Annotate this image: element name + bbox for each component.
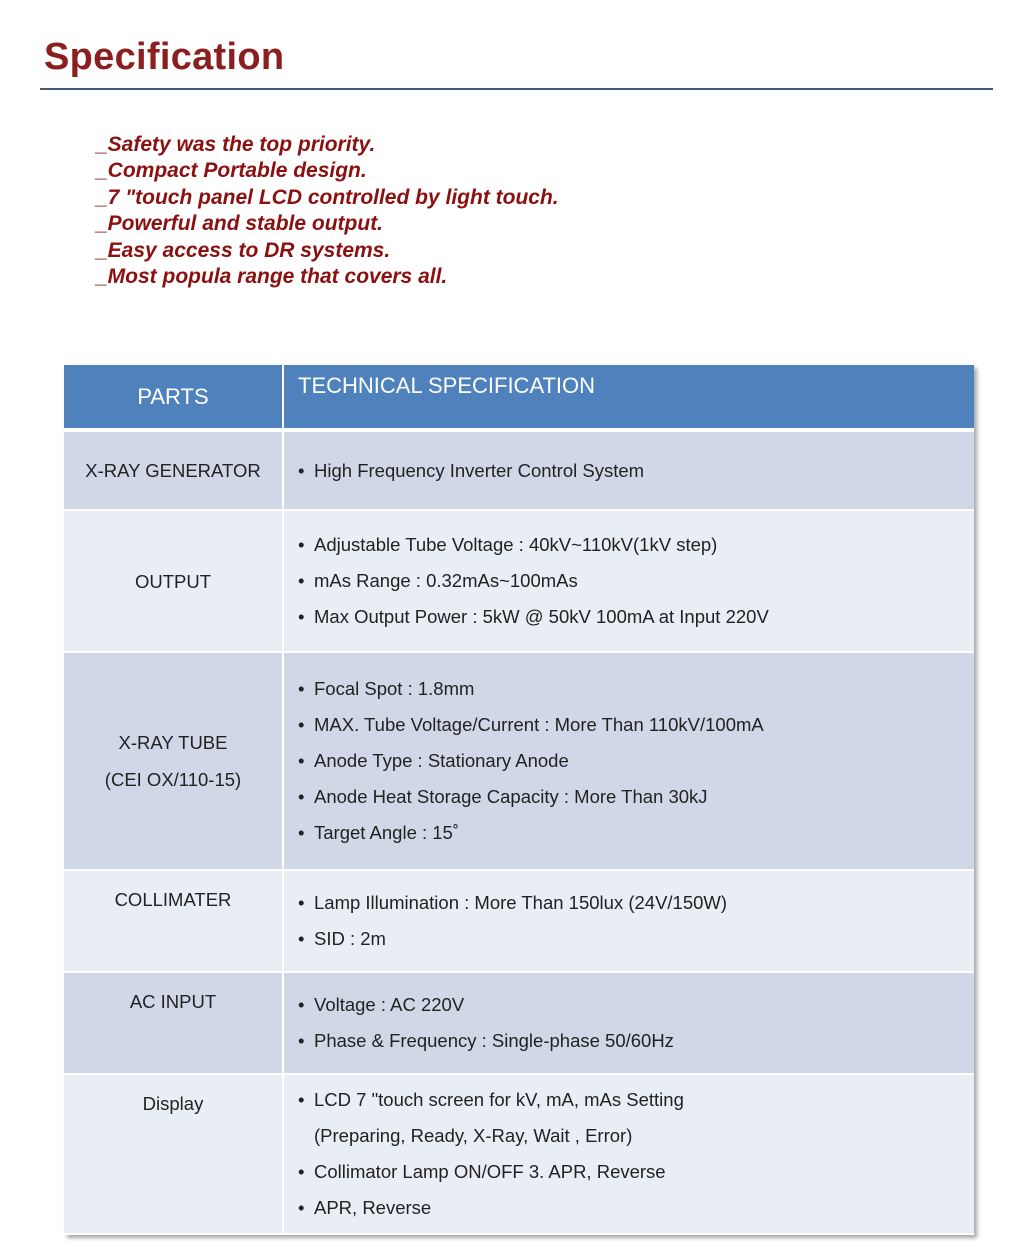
- part-cell: [64, 652, 283, 870]
- spec-cell: [283, 1074, 974, 1234]
- spec-item: • LCD 7 "touch screen for kV, mA, mAs Setting: [298, 1082, 974, 1118]
- spec-item: • SID : 2m: [298, 921, 974, 957]
- bullet-icon: •: [298, 928, 305, 949]
- spec-item: • Phase & Frequency : Single-phase 50/60Hz: [298, 1023, 974, 1059]
- spec-item: • MAX. Tube Voltage/Current : More Than 110kV/100mA: [298, 707, 974, 743]
- spec-item: • Max Output Power : 5kW @ 50kV 100mA at Input 220V: [298, 599, 974, 635]
- part-name: AC INPUT: [129, 991, 217, 1012]
- bullet-icon: •: [298, 1030, 305, 1051]
- spec-item: • Anode Type : Stationary Anode: [298, 743, 974, 779]
- spec-item: • Adjustable Tube Voltage : 40kV~110kV(1kV step): [298, 527, 974, 563]
- feature-item: _Safety was the top priority.: [96, 133, 376, 156]
- spec-cell: [283, 510, 974, 652]
- bullet-icon: •: [298, 786, 305, 807]
- part-cell: [64, 870, 283, 972]
- page-title: Specification: [44, 36, 285, 78]
- spec-table-container: [64, 365, 974, 1235]
- spec-item: • Focal Spot : 1.8mm: [298, 671, 974, 707]
- bullet-icon: •: [298, 606, 305, 627]
- spec-item: • mAs Range : 0.32mAs~100mAs: [298, 563, 974, 599]
- header-parts: PARTS: [64, 365, 283, 430]
- part-cell: [64, 1074, 283, 1234]
- part-cell: [64, 430, 283, 510]
- spec-item: • Collimator Lamp ON/OFF 3. APR, Reverse: [298, 1154, 974, 1190]
- feature-list: [96, 132, 559, 290]
- feature-item: _Compact Portable design.: [96, 159, 367, 183]
- bullet-icon: •: [298, 822, 305, 843]
- part-model: (CEI OX/110-15): [104, 769, 242, 790]
- table-row: [64, 510, 974, 652]
- bullet-icon: •: [298, 570, 305, 591]
- table-row: [64, 1074, 974, 1234]
- part-name: OUTPUT: [134, 570, 212, 592]
- bullet-icon: •: [298, 534, 305, 555]
- bullet-icon: •: [298, 892, 305, 913]
- table-header-row: [64, 365, 974, 430]
- feature-item: _Most popula range that covers all.: [96, 265, 448, 289]
- part-cell: [64, 972, 283, 1074]
- bullet-icon: •: [298, 1161, 305, 1182]
- spec-cell: [283, 870, 974, 972]
- part-name: X-RAY GENERATOR: [85, 460, 261, 481]
- table-row: [64, 430, 974, 510]
- spec-item: • APR, Reverse: [298, 1190, 974, 1226]
- bullet-icon: •: [298, 459, 305, 481]
- spec-cell: [283, 652, 974, 870]
- part-cell: [64, 510, 283, 652]
- bullet-icon: •: [298, 1089, 305, 1110]
- spec-table: [64, 365, 974, 1235]
- bullet-icon: •: [298, 1197, 305, 1218]
- spec-item: • Voltage : AC 220V: [298, 987, 974, 1023]
- part-name: X-RAY TUBE: [118, 732, 228, 753]
- spec-cell: [283, 430, 974, 510]
- feature-item: _7 "touch panel LCD controlled by light touch.: [96, 185, 559, 209]
- feature-item: _Easy access to DR systems.: [96, 238, 391, 262]
- bullet-icon: •: [298, 994, 305, 1015]
- feature-item: _Powerful and stable output.: [96, 212, 384, 236]
- part-name: Display: [142, 1093, 204, 1114]
- spec-cell: [283, 972, 974, 1074]
- title-divider: [40, 88, 993, 90]
- spec-item: • Lamp Illumination : More Than 150lux (24V/150W): [298, 885, 974, 921]
- table-row: [64, 972, 974, 1074]
- bullet-icon: •: [298, 678, 305, 699]
- spec-item: • High Frequency Inverter Control System: [298, 453, 974, 489]
- part-name: COLLIMATER: [114, 889, 232, 910]
- bullet-icon: •: [298, 714, 305, 735]
- table-row: [64, 652, 974, 870]
- spec-item-continuation: (Preparing, Ready, X-Ray, Wait , Error): [314, 1125, 633, 1146]
- header-spec: TECHNICAL SPECIFICATION: [283, 365, 974, 430]
- spec-item: • Target Angle : 15˚: [298, 815, 974, 851]
- bullet-icon: •: [298, 750, 305, 771]
- table-row: [64, 870, 974, 972]
- spec-item: • Anode Heat Storage Capacity : More Than 30kJ: [298, 779, 974, 815]
